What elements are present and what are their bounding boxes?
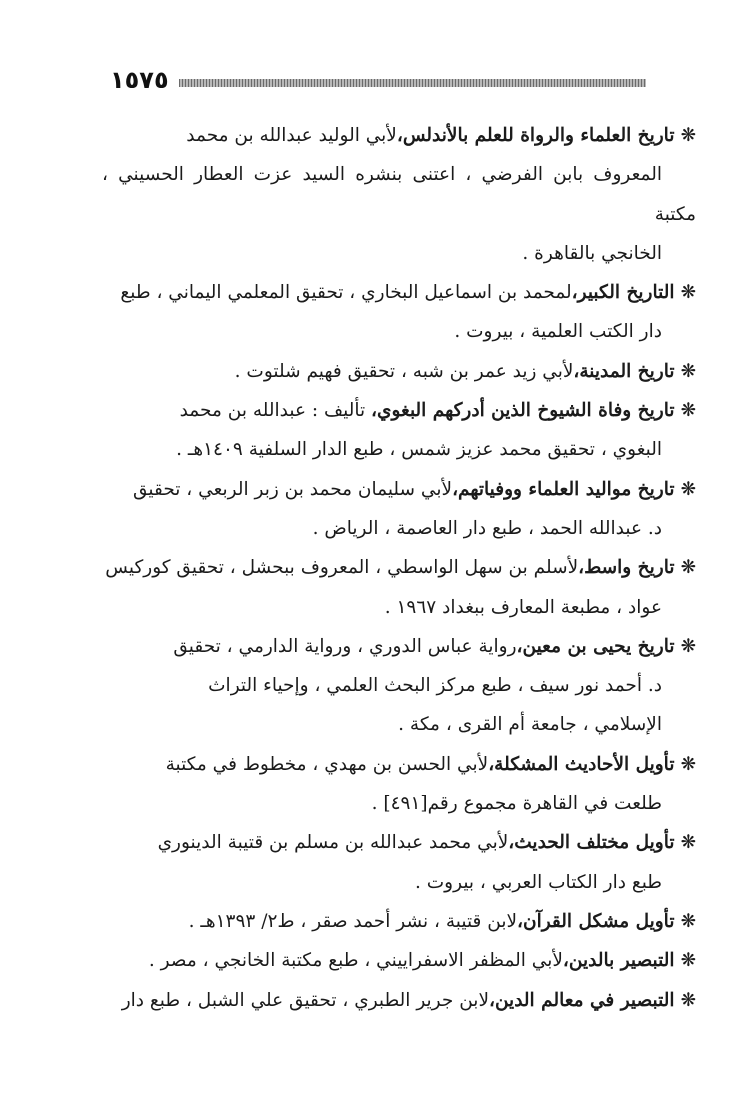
header-rule: [179, 79, 646, 87]
entry-text: لأبي محمد عبدالله بن مسلم بن قتيبة الدينوري: [157, 832, 509, 854]
entry-text: طلعت في القاهرة مجموع رقم[٤٩١] .: [371, 793, 662, 815]
bibliography-entry: [102, 902, 696, 941]
entry-title: تاريخ وفاة الشيوخ الذين أدركهم البغوي،: [371, 400, 675, 422]
entry-text: لمحمد بن اسماعيل البخاري ، تحقيق المعلمي اليماني ، طبع: [120, 282, 572, 304]
bullet-mark: ❋: [680, 832, 696, 854]
bullet-mark: ❋: [680, 478, 696, 500]
bibliography-entry: [102, 548, 696, 627]
entry-text: لأسلم بن سهل الواسطي ، المعروف ببحشل ، تحقيق كوركيس: [105, 557, 579, 579]
bibliography-entry: [102, 391, 696, 470]
entry-text: تأليف : عبدالله بن محمد: [179, 400, 372, 422]
bibliography-entry: [102, 116, 696, 273]
bullet-mark: ❋: [680, 125, 696, 146]
bullet-mark: ❋: [680, 950, 696, 972]
bullet-mark: ❋: [680, 557, 696, 579]
entry-text: لأبي المظفر الاسفراييني ، طبع مكتبة الخانجي ، مصر .: [148, 950, 563, 972]
bibliography-entry: [102, 981, 696, 1020]
entry-title: تاريخ العلماء والرواة للعلم بالأندلس،: [396, 125, 675, 146]
bullet-mark: ❋: [680, 282, 696, 304]
bullet-mark: ❋: [680, 989, 696, 1011]
entry-title: التاريخ الكبير،: [571, 282, 675, 304]
entry-text: د. أحمد نور سيف ، طبع مركز البحث العلمي ، وإحياء التراث: [208, 675, 662, 697]
entry-text: الإسلامي ، جامعة أم القرى ، مكة .: [398, 714, 662, 736]
entry-text: لأبي زيد عمر بن شبه ، تحقيق فهيم شلتوت .: [234, 360, 574, 382]
entry-text: د. عبدالله الحمد ، طبع دار العاصمة ، الرياض .: [312, 517, 662, 539]
entry-text: المعروف بابن الفرضي ، اعتنى بنشره السيد عزت العطار الحسيني ، مكتبة: [102, 164, 696, 225]
bibliography-entry: [102, 470, 696, 549]
entry-title: تأويل مختلف الحديث،: [508, 832, 675, 854]
entry-text: لابن جرير الطبري ، تحقيق علي الشبل ، طبع دار: [121, 989, 489, 1011]
entry-title: تأويل الأحاديث المشكلة،: [488, 753, 675, 775]
bullet-mark: ❋: [680, 360, 696, 382]
bibliography-entry: [102, 823, 696, 902]
entry-title: تاريخ المدينة،: [573, 360, 675, 382]
bullet-mark: ❋: [680, 910, 696, 932]
entry-text: عواد ، مطبعة المعارف ببغداد ١٩٦٧ .: [384, 596, 662, 618]
entry-text: البغوي ، تحقيق محمد عزيز شمس ، طبع الدار السلفية ١٤٠٩هـ .: [176, 439, 662, 461]
bibliography-entry: [102, 627, 696, 745]
bibliography-entry: [102, 273, 696, 352]
bullet-mark: ❋: [680, 753, 696, 775]
page-header: [110, 62, 646, 98]
bullet-mark: ❋: [680, 400, 696, 422]
entry-title: تأويل مشكل القرآن،: [517, 910, 675, 932]
entry-text: لأبي الوليد عبدالله بن محمد: [186, 125, 397, 146]
entry-text: لابن قتيبة ، نشر أحمد صقر ، ط٢/ ١٣٩٣هـ .: [188, 910, 518, 932]
entry-title: تاريخ يحيى بن معين،: [516, 635, 675, 657]
bullet-mark: ❋: [680, 635, 696, 657]
bibliography-list: [102, 116, 696, 1020]
entry-title: تاريخ واسط،: [578, 557, 675, 579]
bibliography-entry: [102, 352, 696, 391]
page-number: ١٥٧٥: [110, 66, 169, 94]
entry-text: لأبي الحسن بن مهدي ، مخطوط في مكتبة: [165, 753, 489, 775]
entry-text: رواية عباس الدوري ، ورواية الدارمي ، تحقيق: [173, 635, 517, 657]
entry-title: تاريخ مواليد العلماء ووفياتهم،: [452, 478, 675, 500]
bibliography-entry: [102, 941, 696, 980]
entry-title: التبصير بالدين،: [562, 950, 675, 972]
entry-text: الخانجي بالقاهرة .: [522, 242, 662, 264]
entry-text: طبع دار الكتاب العربي ، بيروت .: [415, 871, 662, 893]
entry-title: التبصير في معالم الدين،: [489, 989, 675, 1011]
bibliography-entry: [102, 745, 696, 824]
entry-text: دار الكتب العلمية ، بيروت .: [454, 321, 662, 343]
entry-text: لأبي سليمان محمد بن زبر الربعي ، تحقيق: [132, 478, 453, 500]
